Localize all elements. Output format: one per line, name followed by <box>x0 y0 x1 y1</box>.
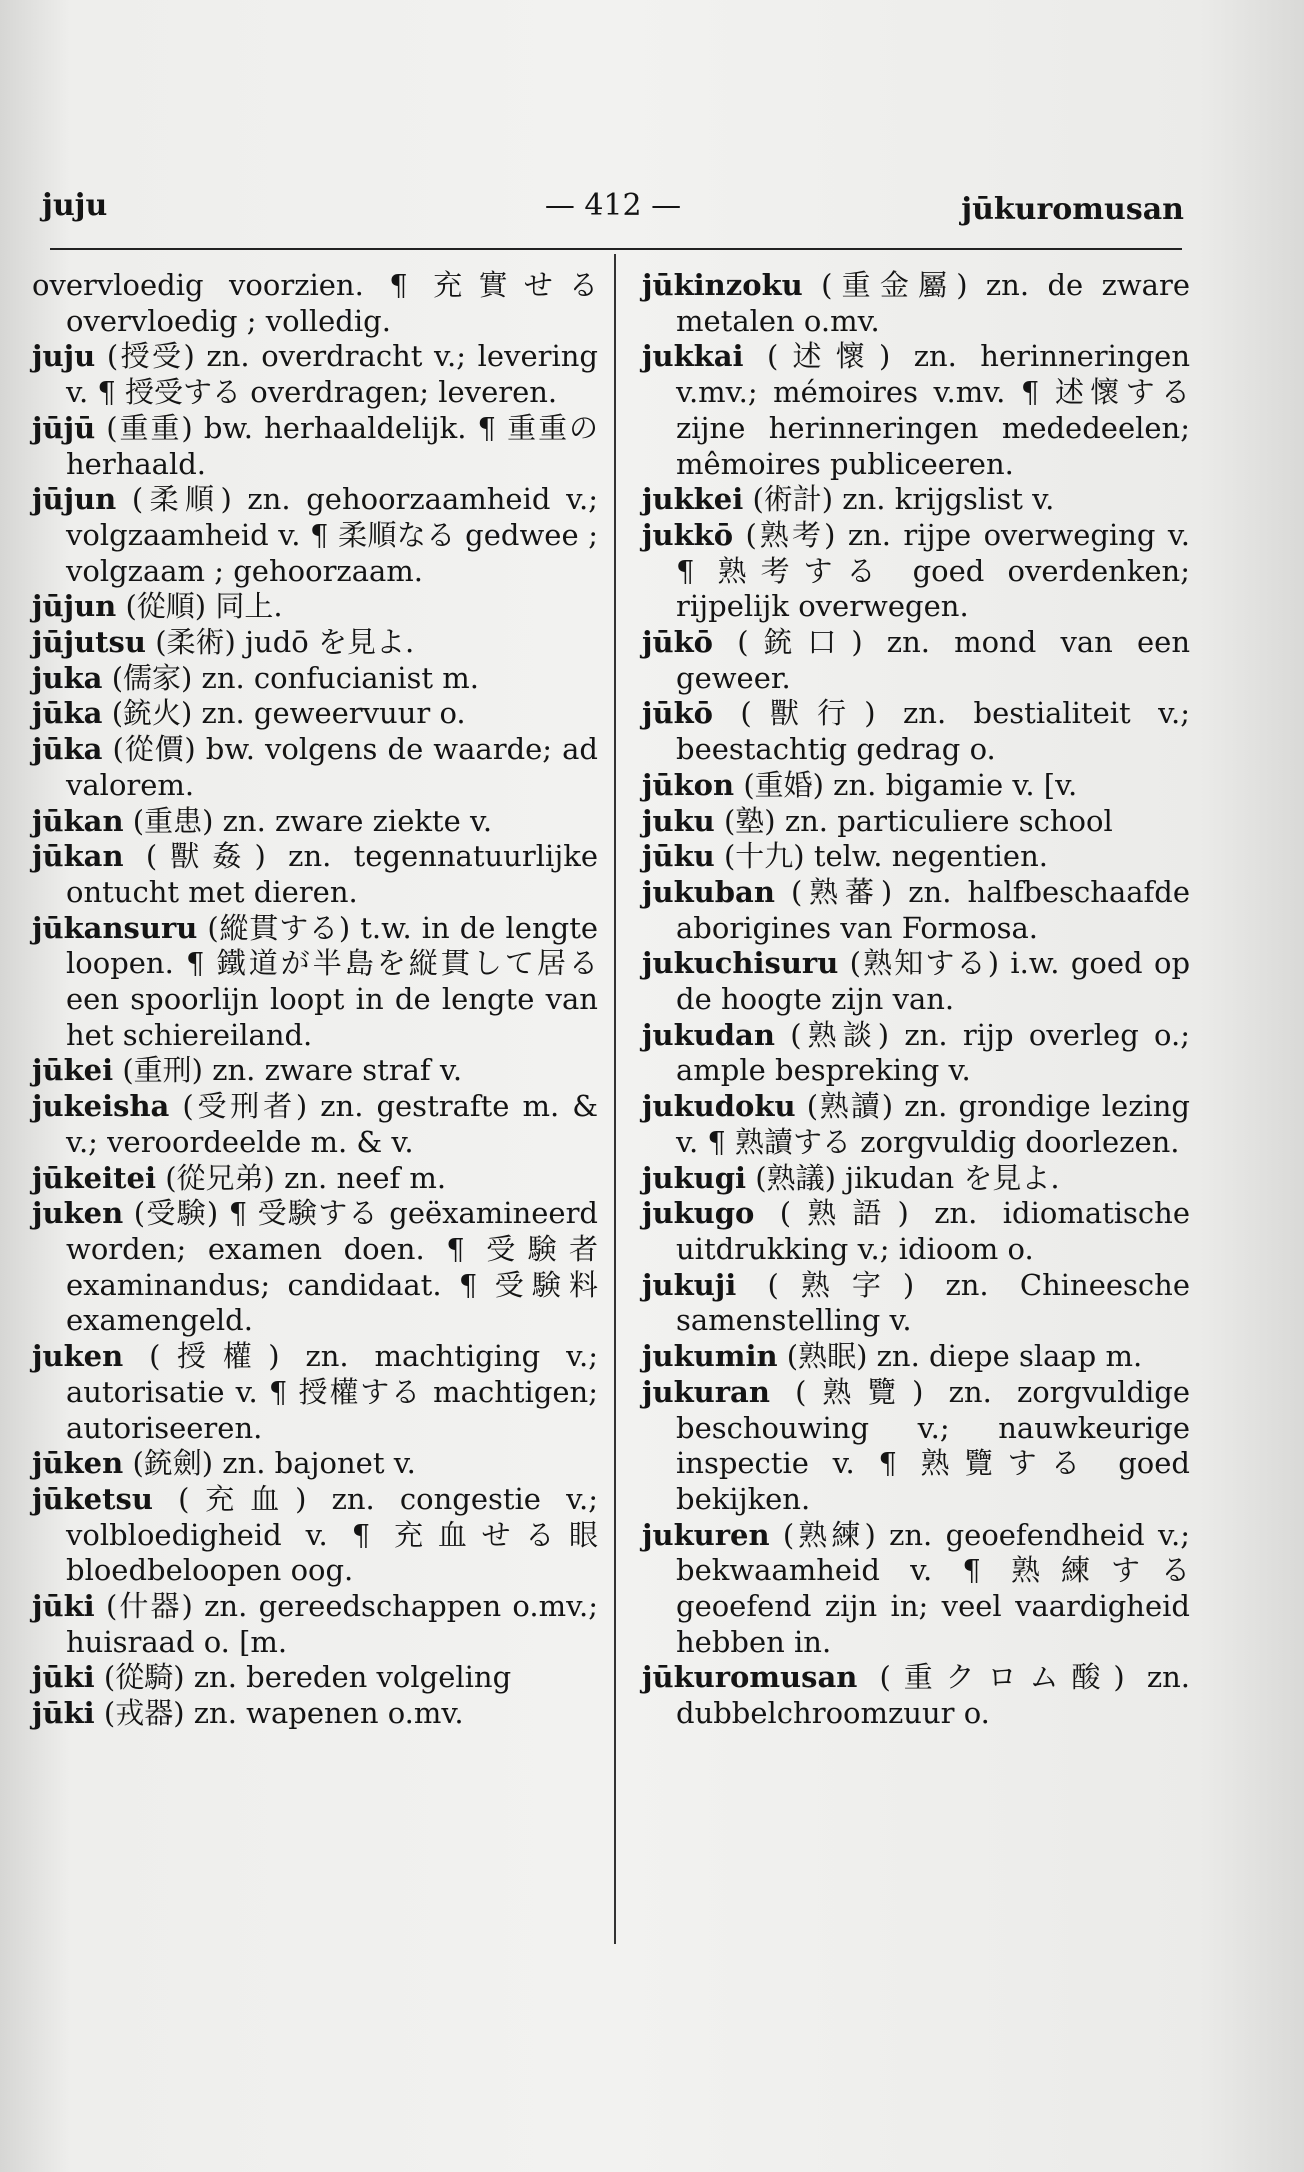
dictionary-entry <box>642 339 1190 482</box>
left-column <box>32 268 598 1732</box>
dictionary-entry <box>642 804 1190 840</box>
entry-definition: (受刑者) zn. gestrafte m. & v.; veroordeelde m. & v. <box>66 1089 599 1159</box>
header-rule <box>50 248 1182 250</box>
dictionary-entry <box>32 1161 598 1197</box>
dictionary-entry <box>32 1339 598 1446</box>
dictionary-entry <box>642 625 1190 696</box>
entry-definition: (塾) zn. particuliere school <box>723 803 1113 838</box>
entry-headword: jūkei <box>32 1053 114 1088</box>
entry-definition: (熟議) jikudan を見よ. <box>755 1160 1060 1195</box>
entry-definition: (述懷) zn. herinneringen v.mv.; mémoires v.mv. ¶ 述懷する zijne herinneringen mededeelen; mêmoires publiceeren. <box>676 339 1191 481</box>
dictionary-entry <box>32 1446 598 1482</box>
dictionary-entry <box>32 1053 598 1089</box>
dictionary-entry <box>642 875 1190 946</box>
entry-headword: jūkon <box>642 767 735 802</box>
entry-headword: jūkuromusan <box>642 1660 858 1695</box>
entry-headword: jukkō <box>642 517 734 552</box>
entry-definition: (熟知する) i.w. goed op de hoogte zijn van. <box>676 946 1191 1017</box>
entry-headword: jūki <box>32 1660 95 1695</box>
entry-headword: jūki <box>32 1696 95 1731</box>
entry-headword: jūkō <box>642 625 714 660</box>
page-number: — 412 — <box>544 188 682 223</box>
column-divider <box>614 254 616 1944</box>
entry-definition: (從騎) zn. bereden volgeling <box>103 1660 512 1695</box>
entry-headword: jukudoku <box>642 1089 796 1124</box>
entry-definition: (熟考) zn. rijpe overweging v. ¶ 熟考する goed overdenken; rijpelijk overwegen. <box>676 517 1191 624</box>
entry-definition: (獸姦) zn. tegennatuurlijke ontucht met dieren. <box>66 839 598 909</box>
entry-definition: (熟談) zn. rijp overleg o.; ample bespreking v. <box>676 1017 1190 1088</box>
entry-headword: jukudan <box>642 1017 775 1052</box>
entry-definition: (熟眠) zn. diepe slaap m. <box>786 1339 1143 1374</box>
dictionary-entry <box>642 696 1190 767</box>
entry-definition: (授受) zn. overdracht v.; levering v. ¶ 授受する overdragen; leveren. <box>66 339 598 410</box>
entry-headword: jukuji <box>642 1267 737 1302</box>
entry-headword: jūkan <box>32 803 124 838</box>
entry-definition: (銃劍) zn. bajonet v. <box>132 1446 416 1481</box>
entry-headword: juken <box>32 1339 124 1374</box>
entry-headword: jukugo <box>642 1196 755 1231</box>
dictionary-entry <box>642 946 1190 1017</box>
entry-definition: (銃火) zn. geweervuur o. <box>111 696 466 731</box>
dictionary-entry <box>32 268 598 339</box>
entry-definition: (熟蕃) zn. halfbeschaafde aborigines van Formosa. <box>676 874 1191 945</box>
dictionary-entry <box>642 1375 1190 1518</box>
entry-headword: juku <box>642 803 715 838</box>
right-column <box>642 268 1190 1732</box>
entry-headword: jūjun <box>32 482 117 517</box>
entry-definition: overvloedig voorzien. ¶ 充實せる overvloedig ; volledig. <box>32 268 598 338</box>
entry-definition: (熟讀) zn. grondige lezing v. ¶ 熟讀する zorgvuldig doorlezen. <box>676 1089 1190 1159</box>
dictionary-entry <box>32 839 598 910</box>
entry-headword: jukumin <box>642 1339 778 1374</box>
entry-definition: (重金屬) zn. de zware metalen o.mv. <box>676 268 1191 338</box>
entry-definition: (儒家) zn. confucianist m. <box>111 660 479 695</box>
dictionary-entry <box>32 661 598 697</box>
dictionary-entry <box>642 1089 1190 1160</box>
entry-definition: (重刑) zn. zware straf v. <box>122 1053 463 1088</box>
dictionary-entry <box>32 1482 598 1589</box>
dictionary-entry <box>642 1268 1190 1339</box>
entry-headword: jūjutsu <box>32 625 146 660</box>
dictionary-entry <box>32 1696 598 1732</box>
left-guide-word: juju <box>42 188 108 223</box>
dictionary-entry <box>642 768 1190 804</box>
entry-definition: (獸行) zn. bestialiteit v.; beestachtig gedrag o. <box>676 696 1191 767</box>
dictionary-entry <box>642 1518 1190 1661</box>
dictionary-entry <box>32 1196 598 1339</box>
dictionary-entry <box>32 411 598 482</box>
entry-headword: juju <box>32 339 96 374</box>
entry-definition: (從兄弟) zn. neef m. <box>165 1160 447 1195</box>
entry-definition: (重婚) zn. bigamie v. [v. <box>743 767 1078 802</box>
dictionary-entry <box>642 482 1190 518</box>
entry-headword: jukkai <box>642 339 744 374</box>
entry-definition: (柔術) judō を見よ. <box>155 625 415 660</box>
entry-definition: (從價) bw. volgens de waarde; ad valorem. <box>66 732 598 802</box>
entry-definition: (柔順) zn. gehoorzaamheid v.; volgzaamheid v. ¶ 柔順なる gedwee ; volgzaam ; gehoorzaam. <box>66 482 599 588</box>
entry-definition: (充血) zn. congestie v.; volbloedigheid v. ¶ 充血せる眼 bloedbeloopen oog. <box>66 1481 599 1588</box>
dictionary-entry <box>32 804 598 840</box>
entry-headword: jukugi <box>642 1160 747 1195</box>
dictionary-entry <box>642 1196 1190 1267</box>
entry-definition: (重クロム酸) zn. dubbelchroomzuur o. <box>676 1660 1191 1731</box>
entry-definition: (十九) telw. negentien. <box>723 839 1048 874</box>
entry-headword: jūjun <box>32 589 117 624</box>
entry-definition: (從順) 同上. <box>125 589 283 624</box>
entry-headword: juka <box>32 660 103 695</box>
dictionary-entry <box>32 589 598 625</box>
entry-definition: (熟字) zn. Chineesche samenstelling v. <box>676 1267 1190 1338</box>
dictionary-entry <box>32 339 598 410</box>
entry-headword: jukuchisuru <box>642 946 839 981</box>
dictionary-entry <box>642 518 1190 625</box>
dictionary-entry <box>32 1660 598 1696</box>
dictionary-entry <box>32 625 598 661</box>
entry-headword: jūken <box>32 1446 124 1481</box>
entry-headword: jūkeitei <box>32 1160 157 1195</box>
entry-headword: jūjū <box>32 410 96 445</box>
dictionary-entry <box>32 696 598 732</box>
entry-definition: (戎器) zn. wapenen o.mv. <box>103 1696 464 1731</box>
entry-definition: (重重) bw. herhaaldelijk. ¶ 重重の herhaald. <box>66 410 598 481</box>
entry-definition: (熟覽) zn. zorgvuldige beschouwing v.; nauwkeurige inspectie v. ¶ 熟覽する goed bekijken. <box>676 1374 1191 1516</box>
right-guide-word: jūkuromusan <box>961 192 1184 227</box>
entry-headword: jūka <box>32 696 103 731</box>
dictionary-entry <box>642 839 1190 875</box>
dictionary-entry <box>32 1589 598 1660</box>
dictionary-entry <box>32 732 598 803</box>
dictionary-entry <box>32 482 598 589</box>
entry-definition: (熟練) zn. geoefendheid v.; bekwaamheid v. ¶ 熟練する geoefend zijn in; veel vaardigheid hebben in. <box>676 1517 1190 1659</box>
entry-headword: jūkan <box>32 839 124 874</box>
entry-definition: (授權) zn. machtiging v.; autorisatie v. ¶ 授權する machtigen; autoriseeren. <box>66 1339 598 1445</box>
entry-headword: jūki <box>32 1589 95 1624</box>
page-header <box>42 188 1184 238</box>
entry-headword: jūka <box>32 732 103 767</box>
entry-headword: jukeisha <box>32 1089 170 1124</box>
entry-headword: jūkansuru <box>32 910 198 945</box>
entry-definition: (術計) zn. krijgslist v. <box>752 482 1055 517</box>
entry-headword: jukkei <box>642 482 744 517</box>
dictionary-entry <box>642 1339 1190 1375</box>
entry-definition: (重患) zn. zware ziekte v. <box>132 803 493 838</box>
entry-headword: jukuren <box>642 1517 770 1552</box>
entry-headword: jūketsu <box>32 1481 153 1516</box>
entry-headword: juken <box>32 1196 124 1231</box>
entry-definition: (受験) ¶ 受験する geëxamineerd worden; examen doen. ¶ 受験者 examinandus; candidaat. ¶ 受験料 examengeld. <box>66 1196 598 1338</box>
entry-headword: jukuban <box>642 874 775 909</box>
entry-definition: (縱貫する) t.w. in de lengte loopen. ¶ 鐵道が半島を縦貫して居る een spoorlijn loopt in de lengte van het schiereiland. <box>66 910 599 1052</box>
entry-definition: (熟語) zn. idiomatische uitdrukking v.; idioom o. <box>676 1196 1190 1266</box>
dictionary-entry <box>32 1089 598 1160</box>
entry-headword: jūku <box>642 839 715 874</box>
entry-headword: jūkinzoku <box>642 268 803 302</box>
entry-headword: jūkō <box>642 696 714 731</box>
dictionary-entry <box>32 911 598 1054</box>
entry-definition: (銃口) zn. mond van een geweer. <box>676 625 1191 695</box>
entry-headword: jukuran <box>642 1374 770 1409</box>
dictionary-entry <box>642 1161 1190 1197</box>
dictionary-entry <box>642 1018 1190 1089</box>
entry-definition: (什器) zn. gereedschappen o.mv.; huisraad o. [m. <box>66 1589 599 1659</box>
dictionary-entry <box>642 1660 1190 1731</box>
dictionary-entry <box>642 268 1190 339</box>
